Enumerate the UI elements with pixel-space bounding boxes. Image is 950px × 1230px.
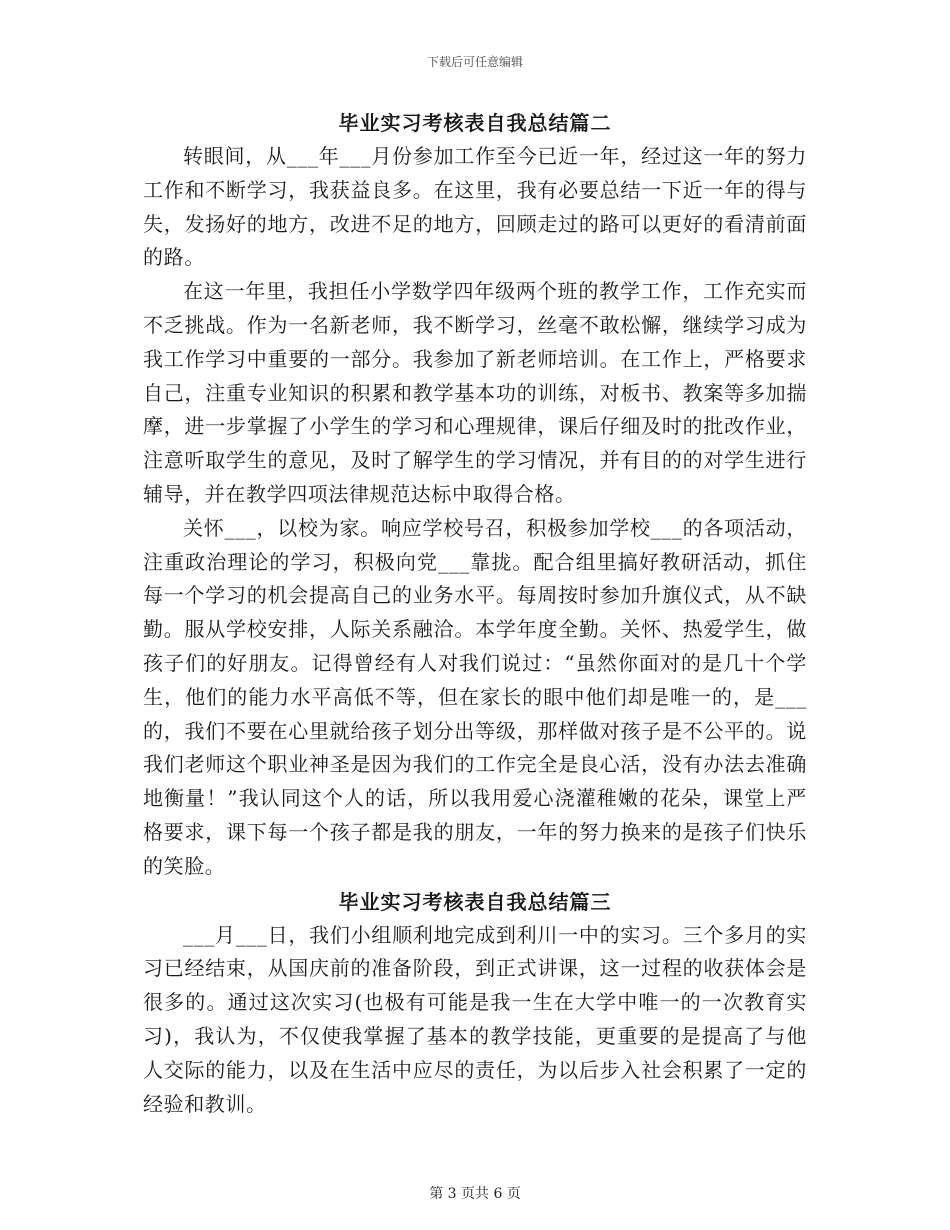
- page-header: 下载后可任意编辑: [426, 55, 523, 69]
- page-footer: 第 3 页共 6 页: [429, 1186, 521, 1202]
- document-body: [143, 106, 807, 1121]
- paragraph: 在这一年里，我担任小学数学四年级两个班的教学工作，工作充实而不乏挑战。作为一名新老师，我不断学习，丝毫不敢松懈，继续学习成为我工作学习中重要的一部分。我参加了新老师培训。在工作上，严格要求自己，注重专业知识的积累和教学基本功的训练，对板书、教案等多加揣摩，进一步掌握了小学生的学习和心理规律，课后仔细及时的批改作业，注意听取学生的意见，及时了解学生的学习情况，并有目的的对学生进行辅导，并在教学四项法律规范达标中取得合格。: [143, 279, 807, 506]
- section-title: 毕业实习考核表自我总结篇二: [338, 111, 612, 135]
- section-title: 毕业实习考核表自我总结篇三: [338, 889, 612, 914]
- paragraph: 关怀___，以校为家。响应学校号召，积极参加学校___的各项活动，注重政治理论的学习，积极向党___靠拢。配合组里搞好教研活动，抓住每一个学习的机会提高自己的业务水平。每周按时参加升旗仪式，从不缺勤。服从学校安排，人际关系融洽。本学年度全勤。关怀、热爱学生，做孩子们的好朋友。记得曾经有人对我们说过：“虽然你面对的是几十个学生，他们的能力水平高低不等，但在家长的眼中他们却是唯一的，是___的，我们不要在心里就给孩子划分出等级，那样做对孩子是不公平的。说我们老师这个职业神圣是因为我们的工作完全是良心活，没有办法去准确地衡量！”我认同这个人的话，所以我用爱心浇灌稚嫩的花朵，课堂上严格要求，课下每一个孩子都是我的朋友，一年的努力换来的是孩子们快乐的笑脸。: [143, 515, 807, 878]
- paragraph: ___月___日，我们小组顺利地完成到利川一中的实习。三个多月的实习已经结束，从国庆前的准备阶段，到正式讲课，这一过程的收获体会是很多的。通过这次实习(也极有可能是我一生在大学中唯一的一次教育实习)，我认为，不仅使我掌握了基本的教学技能，更重要的是提高了与他人交际的能力，以及在生活中应尽的责任，为以后步入社会积累了一定的经验和教训。: [143, 922, 807, 1116]
- paragraph: 转眼间，从___年___月份参加工作至今已近一年，经过这一年的努力工作和不断学习，我获益良多。在这里，我有必要总结一下近一年的得与失，发扬好的地方，改进不足的地方，回顾走过的路可以更好的看清前面的路。: [143, 144, 807, 270]
